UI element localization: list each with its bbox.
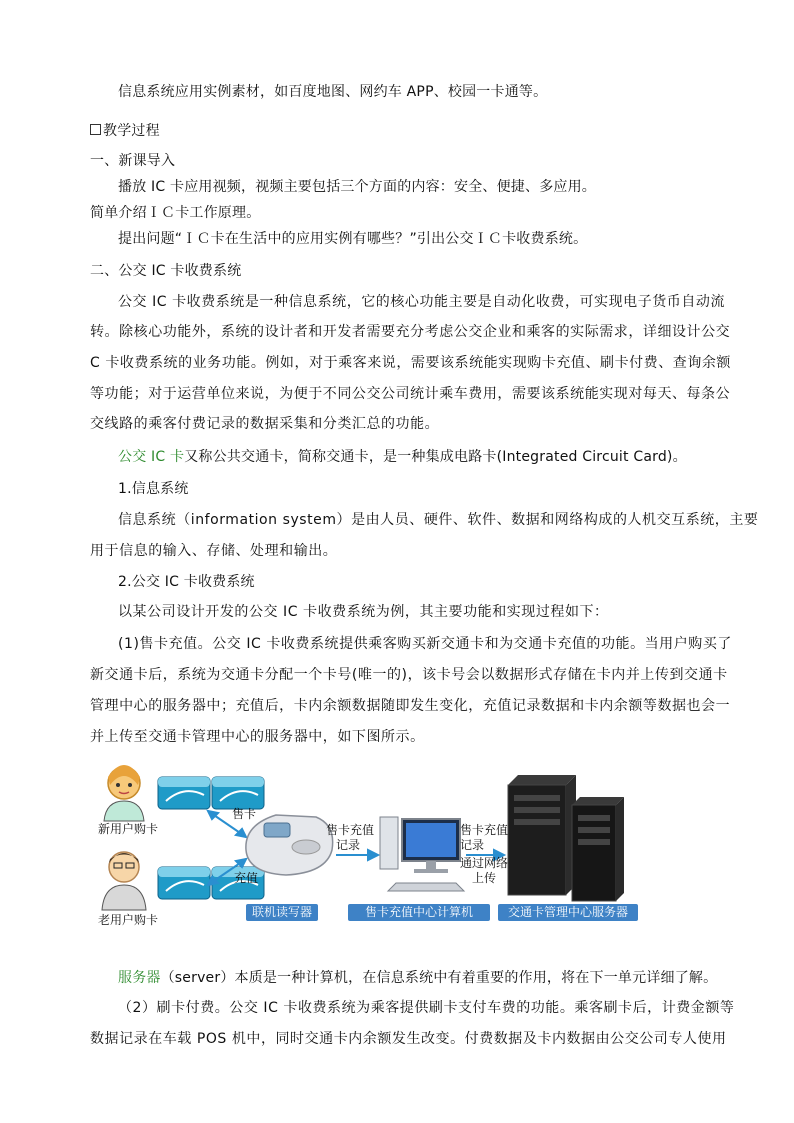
heading-new-lesson: 一、新课导入 [90, 153, 176, 169]
term-server: 服务器 [118, 970, 161, 986]
subheading-ic-system: 2.公交 IC 卡收费系统 [118, 574, 255, 590]
para-server [118, 968, 738, 988]
subheading-info-system: 1.信息系统 [118, 481, 189, 497]
para1-line2: 转。除核心功能外，系统的设计者和开发者需要充分考虑公交企业和乘客的实际需求，详细设计公交 [90, 324, 731, 340]
para-example-intro: 以某公司设计开发的公交 IC 卡收费系统为例，其主要功能和实现过程如下： [118, 604, 609, 620]
label-record-left-2: 记录 [336, 838, 361, 852]
para-info-system-line1: 信息系统（information system）是由人员、硬件、软件、数据和网络构成的人机交互系统，主要 [118, 512, 759, 528]
label-via-network-1: 通过网络 [460, 856, 509, 870]
caption-card-reader: 联机读写器 [246, 904, 318, 921]
caption-center-computer: 售卡充值中心计算机 [348, 904, 490, 921]
label-record-right-2: 记录 [460, 838, 485, 852]
label-record-left-1: 售卡充值 [326, 823, 375, 837]
heading-text: 教学过程 [103, 123, 160, 139]
section-heading-process [90, 121, 710, 141]
para-sell-line2: 新交通卡后，系统为交通卡分配一个卡号(唯一的)，该卡号会以数据形式存储在卡内并上传到交通卡 [90, 667, 728, 683]
para1-line3: C 卡收费系统的业务功能。例如，对于乘客来说，需要该系统能实现购卡充值、刷卡付费、查询余额 [90, 355, 731, 371]
old-user-figure-icon [102, 852, 146, 910]
label-sell-card: 售卡 [232, 807, 257, 821]
para-swipe-line2: 数据记录在车载 POS 机中，同时交通卡内余额发生改变。付费数据及卡内数据由公交公司专人使用 [90, 1031, 727, 1047]
computer-icon [380, 817, 464, 891]
label-old-user: 老用户购卡 [98, 913, 159, 927]
heading-ic-system: 二、公交 IC 卡收费系统 [90, 263, 242, 279]
checkbox-icon [90, 124, 101, 135]
caption-management-server: 交通卡管理中心服务器 [498, 904, 638, 921]
para-swipe-line1: （2）刷卡付费。公交 IC 卡收费系统为乘客提供刷卡支付车费的功能。乘客刷卡后，计费金额等 [118, 1000, 735, 1016]
para-info-system-line2: 用于信息的输入、存储、处理和输出。 [90, 543, 338, 559]
line-play-video: 播放 IC 卡应用视频，视频主要包括三个方面的内容：安全、便捷、多应用。 [118, 179, 597, 195]
label-new-user: 新用户购卡 [98, 822, 159, 836]
line-intro-ic: 简单介绍ＩＣ卡工作原理。 [90, 205, 261, 221]
server-text: （server）本质是一种计算机，在信息系统中有着重要的作用，将在下一单元详细了解。 [160, 970, 718, 986]
definition-text: 又称公共交通卡，简称交通卡，是一种集成电路卡(Integrated Circuit Card)。 [184, 449, 687, 465]
label-via-network-2: 上传 [472, 871, 497, 885]
new-user-figure-icon [104, 765, 144, 821]
para1-line1: 公交 IC 卡收费系统是一种信息系统，它的核心功能主要是自动化收费，可实现电子货币自动流 [118, 294, 726, 310]
line-question: 提出问题“ＩＣ卡在生活中的应用实例有哪些？”引出公交ＩＣ卡收费系统。 [118, 231, 588, 247]
server-icon [508, 775, 624, 901]
para1-line4: 等功能；对于运营单位来说，为便于不同公交公司统计乘车费用，需要该系统能实现对每天、每条公 [90, 386, 731, 402]
card-reader-icon [246, 815, 333, 875]
label-recharge: 充值 [234, 871, 259, 885]
term-ic-card: 公交 IC 卡 [118, 449, 185, 465]
ic-card-flow-diagram [96, 755, 656, 930]
new-user-cards-icon [158, 777, 264, 809]
intro-line: 信息系统应用实例素材，如百度地图、网约车 APP、校园一卡通等。 [118, 84, 548, 100]
label-record-right-1: 售卡充值 [460, 823, 509, 837]
para1-line5: 交线路的乘客付费记录的数据采集和分类汇总的功能。 [90, 416, 440, 432]
para-sell-line1: (1)售卡充值。公交 IC 卡收费系统提供乘客购买新交通卡和为交通卡充值的功能。当用户购买了 [118, 636, 732, 652]
para-ic-definition [118, 447, 738, 467]
para-sell-line3: 管理中心的服务器中；充值后，卡内余额数据随即发生变化，充值记录数据和卡内余额等数据也会一 [90, 698, 731, 714]
para-sell-line4: 并上传至交通卡管理中心的服务器中，如下图所示。 [90, 729, 425, 745]
